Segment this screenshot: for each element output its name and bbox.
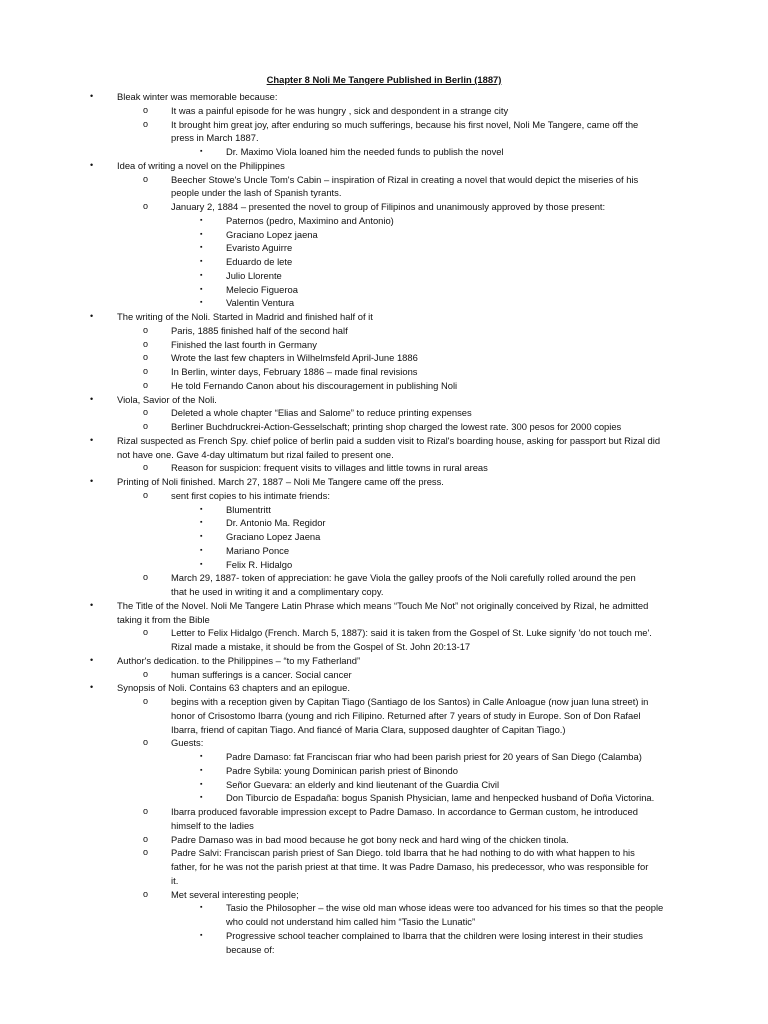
- bullet-level-2-marker: o: [143, 847, 149, 858]
- outline-line-level-2: press in March 1887.: [171, 132, 259, 144]
- outline-line-level-3: Felix R. Hidalgo: [226, 558, 293, 570]
- outline-line-level-2: January 2, 1884 – presented the novel to group of Filipinos and unanimously approved by those present:: [171, 201, 606, 212]
- outline-line-level-3: Graciano Lopez jaena: [226, 228, 318, 240]
- outline-line-level-2: In Berlin, winter days, February 1886 – made final revisions: [171, 366, 418, 377]
- outline-line-level-3: Padre Damaso: fat Franciscan friar who had been parish priest for 20 years of San Diego (Calamba): [226, 751, 642, 762]
- bullet-level-2-marker: o: [143, 489, 149, 500]
- outline-line-level-1: Synopsis of Noli. Contains 63 chapters and an epilogue.: [117, 682, 350, 694]
- bullet-level-2-marker: o: [143, 696, 149, 706]
- bullet-level-2-marker: o: [143, 627, 149, 638]
- outline-line-level-1: not have one. Gave 4-day ultimatum but rizal failed to present one.: [117, 448, 394, 460]
- bullet-level-2-marker: o: [143, 668, 149, 679]
- outline-line-level-2: Beecher Stowe's Uncle Tom's Cabin – inspiration of Rizal in creating a novel that would depict the miseries of his: [171, 173, 639, 185]
- outline-line-level-2: Ibarra, friend of capitan Tiago. And fiancé of Maria Clara, supposed daughter of Capitan Tiago.): [171, 723, 566, 735]
- bullet-level-1-marker: •: [90, 91, 94, 101]
- outline-line-level-3: Dr. Antonio Ma. Regidor: [226, 517, 326, 529]
- outline-line-level-2: himself to the ladies: [171, 819, 254, 831]
- outline-line-level-2: begins with a reception given by Capitan Tiago (Santiago de los Santos) in Calle Anloague (now juan luna street) in: [171, 696, 649, 707]
- page-title: Chapter 8 Noli Me Tangere Published in Berlin (1887): [266, 74, 502, 85]
- outline-line-level-2: Paris, 1885 finished half of the second half: [171, 324, 348, 336]
- outline-line-level-2: Wrote the last few chapters in Wilhelmsfeld April-June 1886: [171, 352, 418, 364]
- outline-line-level-2: Met several interesting people;: [171, 888, 299, 900]
- outline-line-level-3: because of:: [226, 943, 275, 955]
- outline-line-level-3: Julio Llorente: [226, 269, 282, 281]
- bullet-level-2-marker: o: [143, 572, 149, 583]
- bullet-level-3-marker: ▪: [200, 505, 203, 513]
- outline-line-level-1: taking it from the Bible: [117, 613, 210, 625]
- outline-line-level-3: Mariano Ponce: [226, 544, 290, 556]
- bullet-level-3-marker: ▪: [200, 244, 203, 252]
- outline-line-level-1: The writing of the Noli. Started in Madrid and finished half of it: [117, 311, 373, 322]
- bullet-level-2-marker: o: [143, 324, 149, 335]
- bullet-level-2-marker: o: [143, 421, 149, 431]
- bullet-level-2-marker: o: [143, 338, 149, 349]
- outline-line-level-2: Reason for suspicion: frequent visits to villages and little towns in rural areas: [171, 462, 488, 474]
- bullet-level-1-marker: •: [90, 654, 94, 665]
- outline-line-level-2: Ibarra produced favorable impression except to Padre Damaso. In accordance to German custom, he introduced: [171, 806, 638, 817]
- bullet-level-3-marker: ▪: [200, 299, 203, 307]
- outline-line-level-3: Dr. Maximo Viola loaned him the needed funds to publish the novel: [226, 146, 504, 157]
- outline-line-level-2: It brought him great joy, after enduring so much sufferings, because his first novel, Noli Me Tangere, came off the: [171, 118, 639, 130]
- outline-line-level-2: Padre Salvi: Franciscan parish priest of San Diego. told Ibarra that he had nothing to do with what happen to his: [171, 847, 635, 859]
- bullet-level-2-marker: o: [143, 173, 149, 184]
- bullet-level-1-marker: •: [90, 599, 94, 610]
- bullet-level-3-marker: ▪: [200, 148, 203, 155]
- bullet-level-1-marker: •: [90, 159, 94, 170]
- outline-line-level-1: Idea of writing a novel on the Philippines: [117, 159, 285, 171]
- bullet-level-3-marker: ▪: [200, 258, 203, 265]
- outline-line-level-1: Rizal suspected as French Spy. chief police of berlin paid a sudden visit to Rizal's boarding house, asking for passport but Rizal did: [117, 434, 661, 446]
- outline-line-level-2: Padre Damaso was in bad mood because he got bony neck and hard wing of the chicken tinola.: [171, 833, 569, 845]
- bullet-level-3-marker: ▪: [200, 931, 203, 939]
- outline-line-level-2: Guests:: [171, 737, 204, 749]
- outline-line-level-2: It was a painful episode for he was hungry , sick and despondent in a strange city: [171, 104, 509, 116]
- bullet-level-3-marker: ▪: [200, 230, 203, 238]
- bullet-level-3-marker: ▪: [200, 285, 203, 293]
- outline-line-level-3: Tasio the Philosopher – the wise old man whose ideas were too advanced for his times so that the people: [226, 902, 664, 914]
- outline-line-level-3: Progressive school teacher complained to Ibarra that the children were losing interest in their studies: [226, 929, 643, 941]
- outline-line-level-3: Valentin Ventura: [226, 297, 295, 309]
- outline-line-level-1: Printing of Noli finished. March 27, 1887 – Noli Me Tangere came off the press.: [117, 476, 444, 487]
- bullet-level-2-marker: o: [143, 407, 149, 418]
- outline-line-level-1: The Title of the Novel. Noli Me Tangere Latin Phrase which means “Touch Me Not” not originally conceived by Rizal, he admitted: [117, 599, 649, 611]
- bullet-level-2-marker: o: [143, 462, 149, 473]
- outline-line-level-2: people under the lash of Spanish tyrants.: [171, 187, 342, 199]
- outline-line-level-2: Deleted a whole chapter “Elias and Salome” to reduce printing expenses: [171, 407, 472, 419]
- bullet-level-3-marker: ▪: [200, 216, 203, 224]
- bullet-level-3-marker: ▪: [200, 753, 203, 760]
- bullet-level-2-marker: o: [143, 379, 149, 390]
- outline-line-level-2: Berliner Buchdruckrei-Action-Gesselschaft; printing shop charged the lowest rate. 300 pesos for 2000 copies: [171, 421, 622, 432]
- outline-line-level-2: He told Fernando Canon about his discouragement in publishing Noli: [171, 379, 458, 391]
- bullet-level-1-marker: •: [90, 682, 94, 693]
- bullet-level-3-marker: ▪: [200, 271, 203, 279]
- outline-line-level-3: Señor Guevara: an elderly and kind lieutenant of the Guardia Civil: [226, 778, 500, 790]
- outline-line-level-2: human sufferings is a cancer. Social cancer: [171, 668, 352, 680]
- bullet-level-3-marker: ▪: [200, 560, 203, 568]
- bullet-level-3-marker: ▪: [200, 546, 203, 554]
- outline-line-level-3: Don Tiburcio de Espadaña: bogus Spanish Physician, lame and henpecked husband of Doña Victorina.: [226, 792, 655, 804]
- bullet-level-3-marker: ▪: [200, 904, 203, 912]
- bullet-level-2-marker: o: [143, 366, 149, 376]
- outline-line-level-2: honor of Crisostomo Ibarra (young and rich Filipino. Returned after 7 years of study in Europe. Son of Don Rafael: [171, 709, 641, 721]
- bullet-level-2-marker: o: [143, 118, 149, 129]
- outline-line-level-3: Evaristo Aguirre: [226, 242, 293, 254]
- outline-line-level-3: Eduardo de lete: [226, 256, 293, 267]
- outline-line-level-2: it.: [171, 874, 179, 886]
- outline-line-level-2: Rizal made a mistake, it should be from the Gospel of St. John 20:13-17: [171, 641, 471, 652]
- bullet-level-1-marker: •: [90, 476, 94, 486]
- bullet-level-2-marker: o: [143, 833, 149, 844]
- bullet-level-3-marker: ▪: [200, 533, 203, 540]
- bullet-level-2-marker: o: [143, 352, 149, 363]
- bullet-level-1-marker: •: [90, 393, 94, 404]
- outline-line-level-1: Bleak winter was memorable because:: [117, 91, 278, 102]
- bullet-level-2-marker: o: [143, 806, 149, 816]
- outline-line-level-2: Finished the last fourth in Germany: [171, 338, 317, 350]
- outline-line-level-3: Graciano Lopez Jaena: [226, 531, 321, 542]
- outline-line-level-2: sent first copies to his intimate friends:: [171, 489, 330, 501]
- outline-line-level-3: Padre Sybila: young Dominican parish priest of Binondo: [226, 764, 458, 776]
- outline-line-level-2: Letter to Felix Hidalgo (French. March 5, 1887): said it is taken from the Gospel of St. Luke signify 'do not touch me'.: [171, 627, 652, 639]
- bullet-level-3-marker: ▪: [200, 780, 203, 788]
- outline-line-level-3: Blumentritt: [226, 503, 271, 515]
- outline-line-level-1: Author's dedication. to the Philippines – “to my Fatherland”: [117, 654, 361, 666]
- outline-line-level-3: who could not understand him called him “Tasio the Lunatic”: [226, 916, 476, 927]
- bullet-level-2-marker: o: [143, 737, 149, 748]
- outline-line-level-1: Viola, Savior of the Noli.: [117, 393, 217, 405]
- bullet-level-3-marker: ▪: [200, 519, 203, 527]
- bullet-level-2-marker: o: [143, 888, 149, 899]
- bullet-level-3-marker: ▪: [200, 766, 203, 774]
- outline-line-level-3: Paternos (pedro, Maximino and Antonio): [226, 214, 394, 226]
- bullet-level-3-marker: ▪: [200, 794, 203, 802]
- bullet-level-1-marker: •: [90, 434, 94, 445]
- outline-line-level-3: Melecio Figueroa: [226, 283, 298, 295]
- bullet-level-1-marker: •: [90, 311, 94, 321]
- outline-line-level-2: March 29, 1887- token of appreciation: he gave Viola the galley proofs of the Noli carefully rolled around the pen: [171, 572, 636, 584]
- bullet-level-2-marker: o: [143, 201, 149, 211]
- bullet-level-2-marker: o: [143, 104, 149, 115]
- outline-line-level-2: father, for he was not the parish priest at that time. It was Padre Damaso, his predecessor, who was responsible for: [171, 861, 649, 872]
- outline-line-level-2: that he used in writing it and a complimentary copy.: [171, 586, 384, 597]
